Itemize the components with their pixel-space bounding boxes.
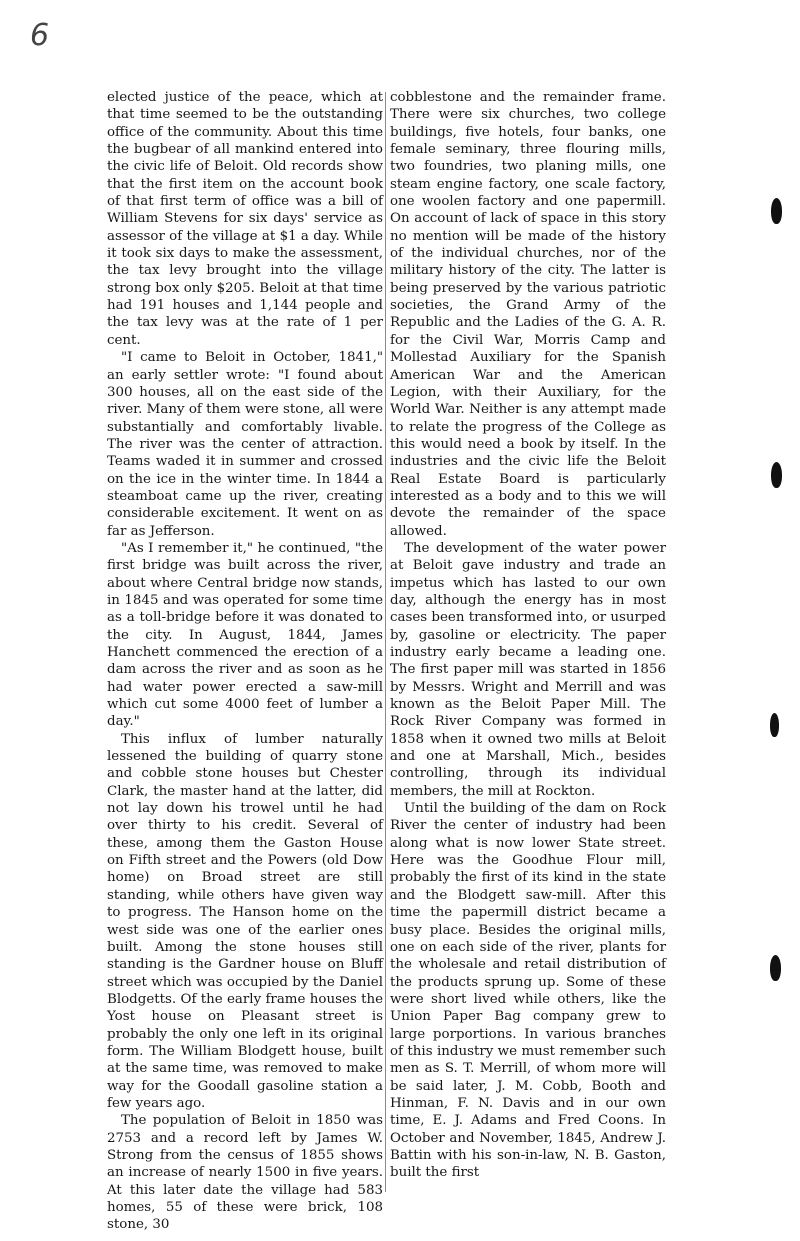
binding-hole-mark: [771, 198, 782, 224]
paragraph: The development of the water power at Beloit gave industry and trade an impetus which has lasted to our own day, although the energy has in most cases been transformed into, or usurped by, gasoline or electricity. The paper industry early became a leading one. The first paper mill was started in 1856 by Messrs. Wright and Merrill and was known as the Beloit Paper Mill. The Rock River Company was formed in 1858 when it owned two mills at Beloit and one at Marshall, Mich., besides controlling, through its individual members, the mill at Rockton.: [390, 540, 667, 799]
paragraph: cobblestone and the remainder frame. There were six churches, two college buildings, five hotels, four banks, one female seminary, three flouring mills, two foundries, two planing mills, one steam engine factory, one scale factory, one woolen factory and one papermill. On account of lack of space in this story no mention will be made of the history of the individual churches, nor of the military history of the city. The latter is being preserved by the various patriotic societies, the Grand Army of the Republic and the Ladies of the G. A. R. for the Civil War, Morris Camp and Mollestad Auxiliary for the Spanish American War and the American Legion, with their Auxiliary, for the World War. Neither is any attempt made to relate the progress of the College as this would need a book by itself. In the industries and the civic life the Beloit Real Estate Board is particularly interested as a body and to this we will devote the remainder of the space allowed.: [390, 90, 666, 539]
paragraph: This influx of lumber naturally lessened the building of quarry stone and cobble stone houses but Chester Clark, the master hand at the latter, did not lay down his trowel until he had over thirty to his credit. Several of these, among them the Gaston House on Fifth street and the Powers (old Dow home) on Broad street are still standing, while others have given way to progress. The Hanson home on the west side was one of the earlier ones built. Among the stone houses still standing is the Gardner house on Bluff street which was occupied by the Daniel Blodgetts. Of the early frame houses the Yost house on Pleasant street is probably the only one left in its original form. The William Blodgett house, built at the same time, was removed to make way for the Goodall gasoline station a few years ago.: [107, 731, 383, 1111]
paragraph: "As I remember it," he continued, "the first bridge was built across the river, about where Central bridge now stands, in 1845 and was operated for some time as a toll-bridge before it was donated to the city. In August, 1844, James Hanchett commenced the erection of a dam across the river and as soon as he had water power erected a saw-mill which cut some 4000 feet of lumber a day.": [107, 540, 383, 730]
binding-hole-mark: [771, 462, 782, 488]
paragraph: "I came to Beloit in October, 1841," an early settler wrote: "I found about 300 houses, all on the east side of the river. Many of them were stone, all were substantially and comfortably livable. The river was the center of attraction. Teams waded it in summer and crossed on the ice in the winter time. In 1844 a steamboat came up the river, creating considerable excitement. It went on as far as Jefferson.: [107, 350, 383, 539]
page-number: 6: [30, 18, 50, 53]
binding-hole-mark: [770, 713, 779, 737]
paragraph: Until the building of the dam on Rock River the center of industry had been along what is now lower State street. Here was the Goodhue Flour mill, probably the first of its kind in the state and the Blodgett saw-mill. After this time the papermill district became a busy place. Besides the original mills, one on each side of the river, plants for the wholesale and retail distribution of the products sprung up. Some of these were short lived while others, like the Union Paper Bag company grew to large porportions. In various branches of this industry we must remember such men as S. T. Merrill, of whom more will be said later, J. M. Cobb, Booth and Hinman, F. N. Davis and in our own time, E. J. Adams and Fred Coons. In October and November, 1845, Andrew J. Battin with his son-in-law, N. B. Gaston, built the first: [390, 801, 666, 1181]
right-column: [390, 89, 666, 1182]
binding-hole-mark: [770, 955, 781, 981]
paragraph: The population of Beloit in 1850 was 2753 and a record left by James W. Strong from the census of 1855 shows an increase of nearly 1500 in five years. At this later date the village had 583 homes, 55 of these were brick, 108 stone, 30: [107, 1113, 383, 1233]
column-rule: [385, 92, 386, 1192]
left-column: [107, 89, 383, 1234]
paragraph: elected justice of the peace, which at that time seemed to be the outstanding office of the community. About this time the bugbear of all mankind entered into the civic life of Beloit. Old records show that the first item on the account book of that first term of office was a bill of William Stevens for six days' service as assessor of the village at $1 a day. While it took six days to make the assessment, the tax levy brought into the village strong box only $205. Beloit at that time had 191 houses and 1,144 people and the tax levy was at the rate of 1 per cent.: [107, 90, 383, 348]
